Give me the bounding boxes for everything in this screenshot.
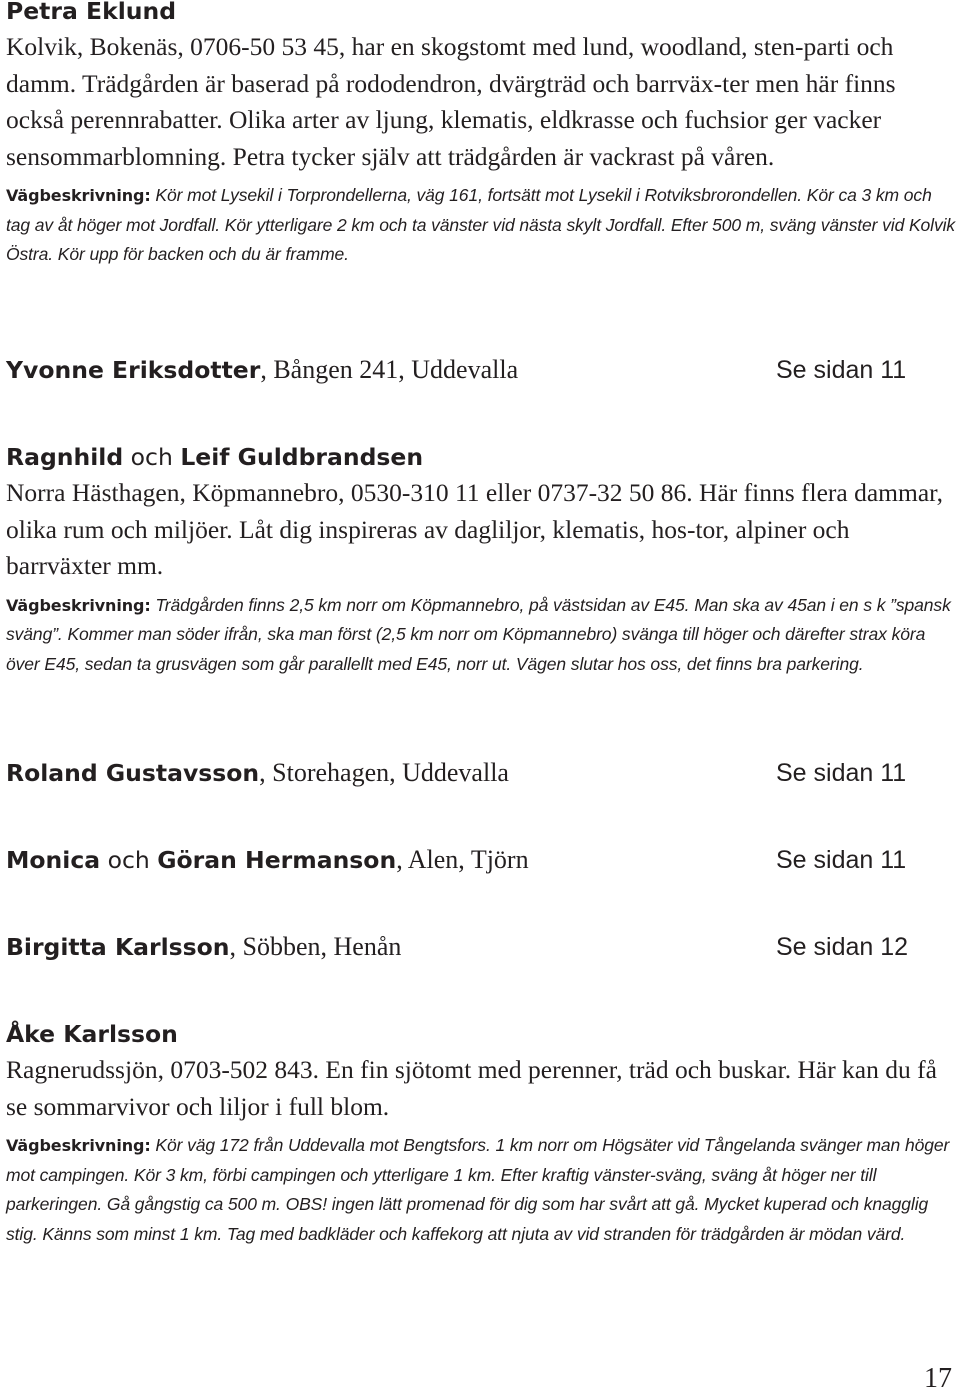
see-page-reference: Se sidan 11 [776,846,907,874]
entry-description: Kolvik, Bokenäs, 0706-50 53 45, har en skogstomt med lund, woodland, sten-parti och damm. Trädgården är baserad på rododendron, dvärgträd och barrväx-ter men här finns också perennrabatter. Olika arter av ljung, klematis, eldkrasse och fuchsior ger vacker sensommarblomning. Petra tycker själv att trädgården är vackrast på våren. [6,32,896,171]
entry-description: Ragnerudssjön, 0703-502 843. En fin sjötomt med perenner, träd och buskar. Här kan du få se sommarvivor och liljor i full blom. [6,1055,937,1121]
directions [6,591,956,680]
directions-text: Trädgården finns 2,5 km norr om Köpmannebro, på västsidan av E45. Man ska av 45an i en s k ”spansk sväng”. Kommer man söder ifrån, ska man först (2,5 km norr om Köpmannebro) svänga till höger och därefter strax köra över E45, sedan ta grusvägen som går parallellt med E45, norr ut. Vägen slutar hos oss, det finns bra parkering. [6,594,951,674]
directions [6,181,956,270]
see-page-reference: Se sidan 12 [776,933,909,961]
directions [6,1131,956,1249]
entry-name-line [6,442,956,472]
person-address: , Bången 241, Uddevalla [260,355,519,384]
entry-guldbrandsen [6,442,956,679]
person-name: Yvonne Eriksdotter [6,356,261,384]
directions-label: Vägbeskrivning: [6,186,151,205]
entry-name-line [6,0,956,26]
person-name: Åke Karlsson [6,1020,178,1048]
entry-ake-karlsson [6,1019,956,1249]
person-name: Roland Gustavsson [6,759,260,787]
person-name: Birgitta Karlsson [6,933,230,961]
person-name-second: Göran Hermanson [157,846,397,874]
person-name: Petra Eklund [6,0,177,25]
page-number: 17 [924,1363,952,1394]
directions-label: Vägbeskrivning: [6,595,151,615]
person-address: , Söbben, Henån [229,932,402,961]
person-name-first: Monica [6,846,101,874]
see-page-reference: Se sidan 11 [776,356,907,384]
entry-petra-eklund [6,0,956,270]
directions-text: Kör väg 172 från Uddevalla mot Bengtsfors. 1 km norr om Högsäter vid Tångelanda svänger man höger mot campingen. Kör 3 km, förbi campingen och ytterligare 1 km. Efter kraftig vänster-sväng, sväng åt höger ner till parkeringen. Gå gångstig ca 500 m. OBS! ingen lätt promenad för dig som har svårt att gå. Mycket kuperad och knagglig stig. Känns som minst 1 km. Tag med badkläder och kaffekorg att njuta av vid stranden för trädgården är mödan värd. [6,1135,950,1244]
see-page-reference: Se sidan 11 [776,759,907,787]
entry-description: Norra Hästhagen, Köpmannebro, 0530-310 11 eller 0737-32 50 86. Här finns flera dammar, olika rum och miljöer. Låt dig inspireras av dagliljor, klematis, hos-tor, alpiner och barrväxter mm. [6,478,944,580]
person-name-first: Ragnhild [6,443,124,471]
person-address: , Storehagen, Uddevalla [259,758,509,787]
name-conjunction: och [100,846,158,874]
directions-label: Vägbeskrivning: [6,1136,151,1155]
person-name-second: Leif Guldbrandsen [180,443,424,471]
person-address: , Alen, Tjörn [396,845,529,874]
entry-name-line [6,1019,956,1049]
name-conjunction: och [123,443,181,471]
directions-text: Kör mot Lysekil i Torprondellerna, väg 161, fortsätt mot Lysekil i Rotviksbrorondellen. Kör ca 3 km och tag av åt höger mot Jordfall. Kör ytterligare 2 km och ta vänster vid nästa skylt Jordfall. Efter 500 m, sväng vänster vid Kolvik Östra. Kör upp för backen och du är framme. [6,185,956,264]
